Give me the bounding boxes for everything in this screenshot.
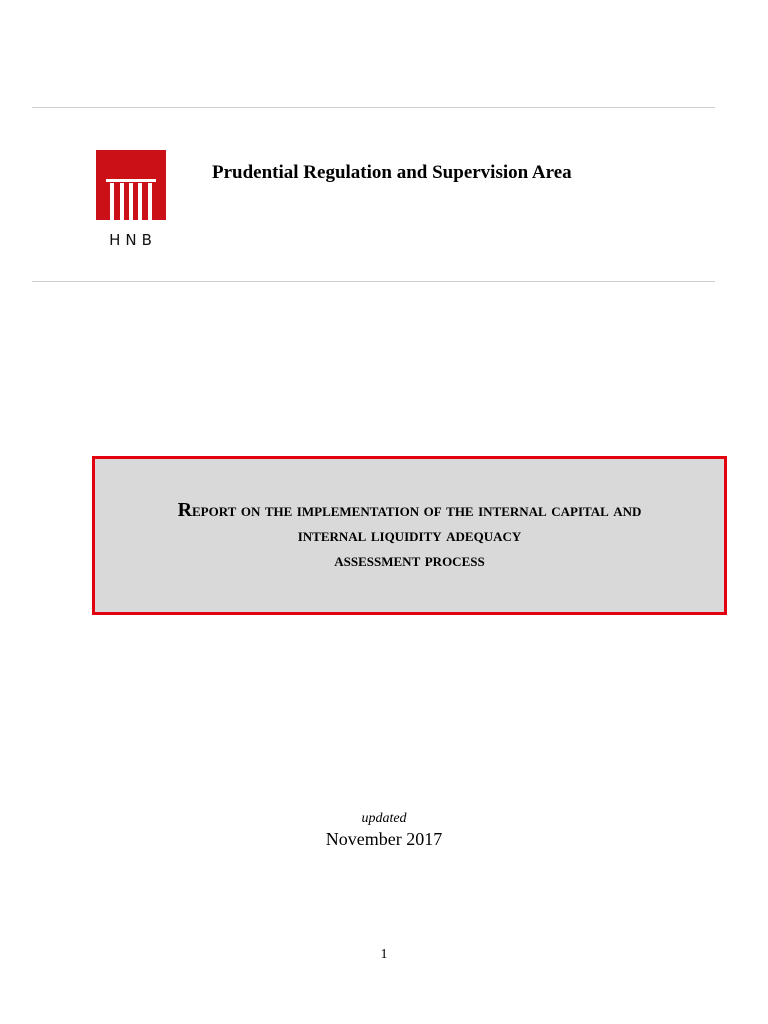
area-title: Prudential Regulation and Supervision Area (212, 162, 572, 183)
hnb-logo-icon (96, 150, 166, 220)
header-bottom-rule (32, 281, 715, 282)
report-title-line-3: assessment process (334, 550, 485, 570)
page-number: 1 (380, 947, 388, 962)
header-top-rule (32, 107, 715, 108)
report-title-line-2: internal liquidity adequacy (297, 525, 522, 545)
report-title-line-1: Report on the implementation of the internal capital and (177, 499, 642, 521)
logo-text: HNB (109, 231, 157, 249)
publication-date: November 2017 (325, 829, 443, 849)
updated-label: updated (361, 811, 407, 826)
report-title-box (92, 456, 727, 615)
hnb-logo (96, 150, 166, 249)
